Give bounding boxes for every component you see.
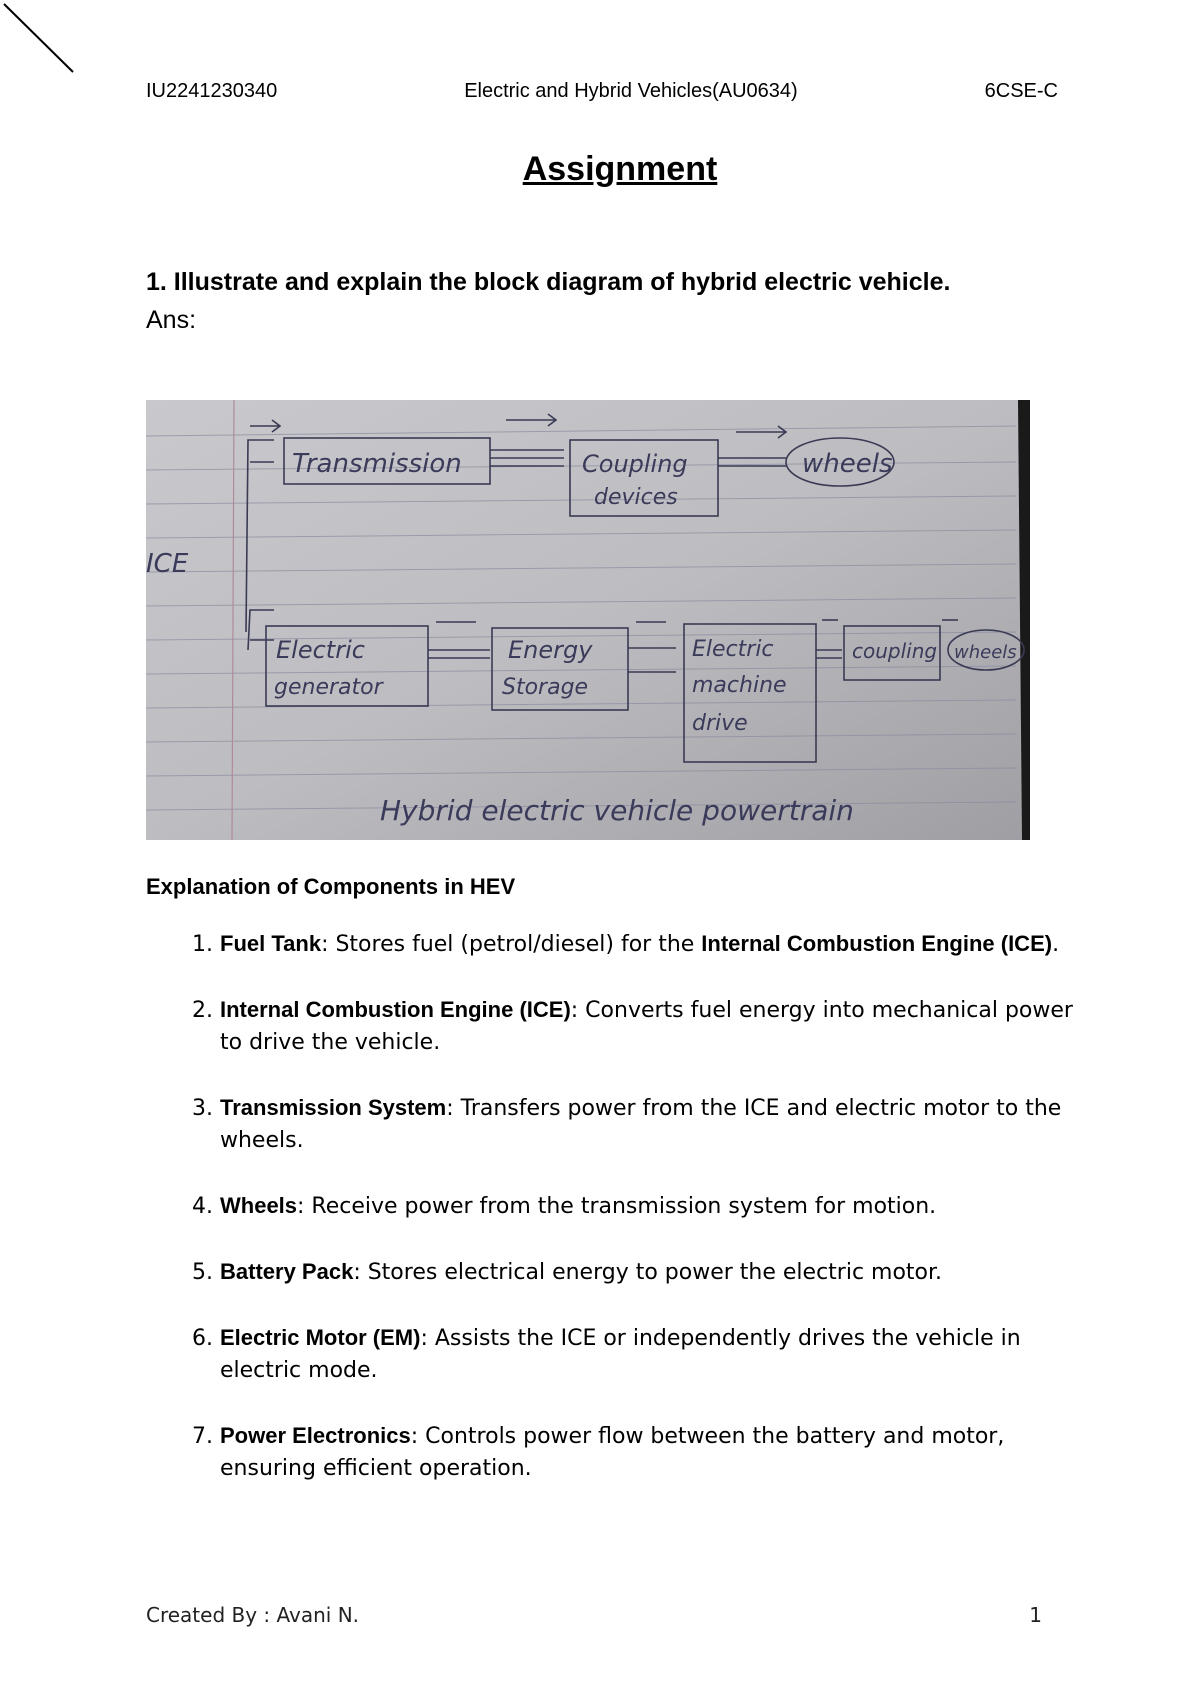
component-desc: : Controls power flow between the battery and motor, ensuring efficient operation.: [220, 1424, 1005, 1481]
answer-label: Ans:: [146, 306, 197, 334]
list-item: [220, 1420, 1100, 1485]
component-desc: : Receive power from the transmission system for motion.: [297, 1194, 937, 1219]
list-item: [220, 1322, 1100, 1387]
diagram-machine-line3: drive: [692, 711, 748, 736]
list-item: [220, 928, 1100, 961]
diagram-coupling-line1: Coupling: [582, 450, 688, 478]
student-id: IU2241230340: [146, 80, 278, 102]
course-name: Electric and Hybrid Vehicles(AU0634): [464, 80, 798, 102]
list-item: [220, 1190, 1100, 1223]
component-term: Fuel Tank: [220, 931, 322, 956]
question-text: 1. Illustrate and explain the block diagram of hybrid electric vehicle.: [146, 268, 951, 296]
section: 6CSE-C: [984, 80, 1058, 102]
diagram-storage-line2: Storage: [502, 675, 589, 700]
diagram-transmission: Transmission: [292, 449, 462, 479]
diagram-generator-line1: Electric: [276, 636, 365, 664]
created-by: Created By : Avani N.: [146, 1603, 360, 1627]
component-term: Transmission System: [220, 1095, 447, 1120]
component-desc: : Assists the ICE or independently drives the vehicle in electric mode.: [220, 1326, 1021, 1383]
diagram-machine-line2: machine: [692, 673, 787, 698]
diagram-machine-line1: Electric: [692, 637, 774, 662]
diagram-coupling-bottom: coupling: [852, 639, 938, 663]
component-term: Wheels: [220, 1193, 298, 1218]
component-term: Electric Motor (EM): [220, 1325, 421, 1350]
list-item: [220, 1256, 1100, 1289]
component-desc-end: .: [1052, 932, 1060, 957]
page-number: 1: [1029, 1603, 1042, 1627]
component-desc: : Converts fuel energy into mechanical power to drive the vehicle.: [220, 998, 1073, 1055]
component-desc: : Transfers power from the ICE and electric motor to the wheels.: [220, 1096, 1062, 1153]
component-desc: : Stores electrical energy to power the electric motor.: [353, 1260, 943, 1285]
diagram-storage-line1: Energy: [508, 636, 593, 664]
components-list: [146, 928, 1100, 1518]
corner-mark: [0, 0, 80, 80]
component-desc: : Stores fuel (petrol/diesel) for the: [321, 932, 702, 957]
diagram-wheels-top: wheels: [802, 449, 893, 479]
diagram-wheels-bottom: wheels: [954, 642, 1017, 663]
block-diagram-photo: [146, 400, 1030, 840]
page-header: [146, 80, 1058, 103]
component-term: Battery Pack: [220, 1259, 354, 1284]
diagram-coupling-line2: devices: [594, 485, 678, 510]
list-item: [220, 994, 1100, 1059]
component-term-inline: Internal Combustion Engine (ICE): [701, 931, 1053, 956]
diagram-caption: Hybrid electric vehicle powertrain: [380, 794, 854, 827]
component-term: Internal Combustion Engine (ICE): [220, 997, 571, 1022]
diagram-ice-label: ICE: [146, 549, 189, 579]
page-footer: [146, 1603, 1042, 1627]
list-item: [220, 1092, 1100, 1157]
diagram-generator-line2: generator: [274, 675, 383, 700]
component-term: Power Electronics: [220, 1423, 411, 1448]
page-title: Assignment: [522, 150, 718, 188]
explanation-heading: Explanation of Components in HEV: [146, 874, 516, 899]
